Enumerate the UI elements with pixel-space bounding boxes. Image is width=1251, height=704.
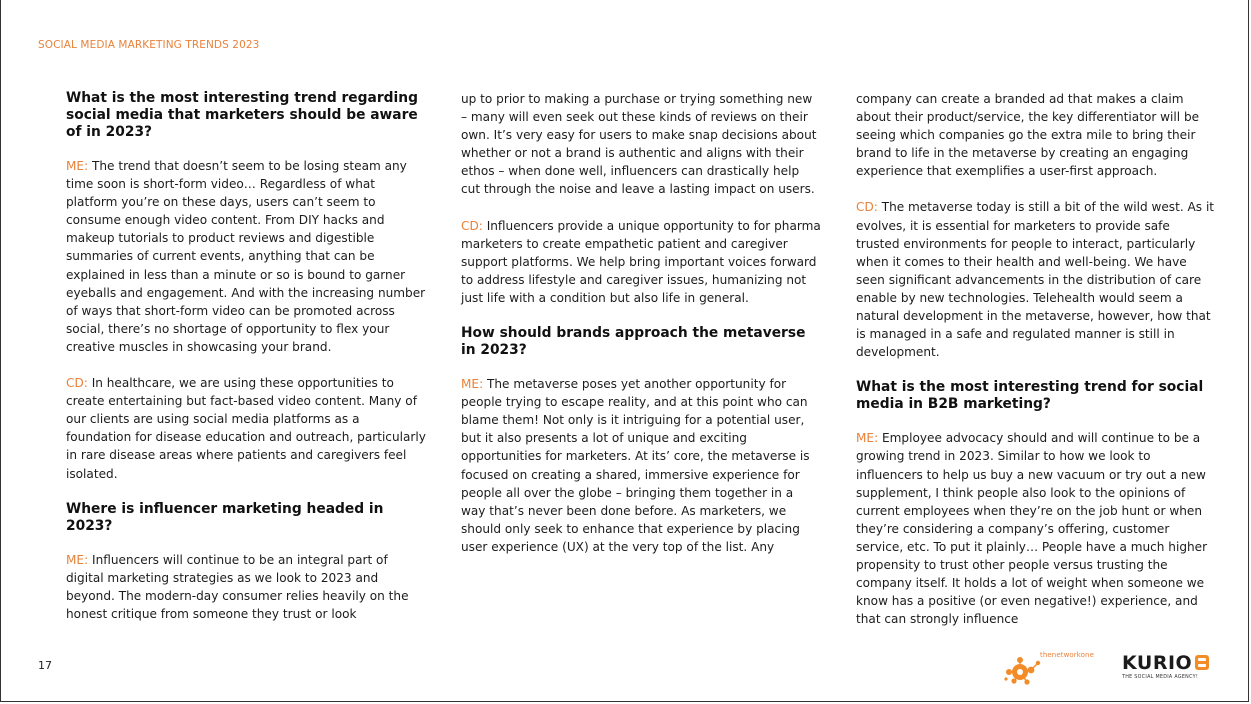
answer-paragraph xyxy=(66,157,426,356)
question-heading: What is the most interesting trend for social media in B2B marketing? xyxy=(856,379,1204,413)
answer-text: The trend that doesn’t seem to be losing steam any time soon is short-form video… Regardless of what platform you’re on these days, users can’t seem to consume enough video content. From DIY hacks and makeup tutorials to product reviews and digestible summaries of current events, anything that can be explained in less than a minute or so is bound to garner eyeballs and engagement. And with the increasing number of ways that short-form video can be promoted across social, there’s no shortage of opportunity to flex your creative muscles in showcasing your brand. xyxy=(66,159,426,354)
kurio-logo-wordmark: KURIO xyxy=(1122,653,1209,673)
answer-text: Employee advocacy should and will continue to be a growing trend in 2023. Similar to how we look to influencers to help us buy a new vacuum or try out a new supplement, I think people also look to the opinions of current employees when they’re on the job hunt or when they’re considering a company’s offering, customer service, etc. To put it plainly… People have a much higher propensity to trust other people versus trusting the company itself. It holds a lot of weight when someone we know has a positive (or even negative!) experience, and that can strongly influence xyxy=(856,431,1208,627)
speaker-label: ME: xyxy=(461,377,484,392)
thenetworkone-logo-text: thenetworkone xyxy=(1040,651,1094,659)
column-2 xyxy=(461,90,821,574)
answer-paragraph xyxy=(461,217,821,307)
question-heading: Where is influencer marketing headed in 2023? xyxy=(66,500,384,534)
speaker-label: ME: xyxy=(66,552,89,567)
answer-text: In healthcare, we are using these opportunities to create entertaining but fact-based video content. Many of our clients are using social media platforms as a foundation for disease education and outreach, particularly in rare disease areas where patients and caregivers feel isolated. xyxy=(66,376,426,481)
answer-text: The metaverse today is still a bit of the wild west. As it evolves, it is essential for marketers to provide safe trusted environments for people to interact, particularly when it comes to their health and well-being. We have seen significant advancements in the distribution of care enable by new technologies. Telehealth would seem a natural development in the metaverse, however, how that is managed in a safe and regulated manner is still in development. xyxy=(856,200,1215,360)
column-1 xyxy=(66,90,426,641)
answer-paragraph xyxy=(856,429,1216,628)
page-header-title: SOCIAL MEDIA MARKETING TRENDS 2023 xyxy=(38,39,260,51)
speaker-label: CD: xyxy=(66,376,88,391)
answer-text: Influencers will continue to be an integral part of digital marketing strategies as we look to 2023 and beyond. The modern-day consumer relies heavily on the honest critique from someone they trust or look xyxy=(66,552,409,621)
kurio-logo-mark-icon xyxy=(1195,655,1209,670)
speaker-label: CD: xyxy=(856,200,878,215)
answer-text: The metaverse poses yet another opportunity for people trying to escape reality, and at this point who can blame them! Not only is it intriguing for a potential user, but it also presents a lot of unique and exciting opportunities for marketers. At its’ core, the metaverse is focused on creating a shared, immersive experience for people all over the globe – bringing them together in a way that’s never been done before. As marketers, we should only seek to enhance that experience by placing user experience (UX) at the very top of the list. Any xyxy=(461,377,810,554)
kurio-logo-tagline: THE SOCIAL MEDIA AGENCY! xyxy=(1122,675,1199,680)
answer-text: Influencers provide a unique opportunity to for pharma marketers to create empathetic patient and caregiver support platforms. We help bring important voices forward to address lifestyle and caregiver issues, humanizing not just life with a condition but also life in general. xyxy=(461,218,821,305)
speaker-label: ME: xyxy=(856,431,879,446)
question-heading: How should brands approach the metaverse in 2023? xyxy=(461,325,806,359)
answer-paragraph xyxy=(66,374,426,483)
answer-paragraph xyxy=(856,198,1216,361)
question-heading: What is the most interesting trend regarding social media that marketers should be aware of in 2023? xyxy=(66,90,418,140)
column-3 xyxy=(856,90,1216,646)
speaker-label: ME: xyxy=(66,159,89,173)
page-number: 17 xyxy=(38,659,52,672)
speaker-label: CD: xyxy=(461,218,483,233)
answer-continuation: company can create a branded ad that makes a claim about their product/service, the key differentiator will be seeing which companies go the extra mile to bring their brand to life in the metaverse by creating an engaging experience that exemplifies a user-first approach. xyxy=(856,92,1200,179)
kurio-logo xyxy=(1122,653,1209,680)
answer-continuation: up to prior to making a purchase or trying something new – many will even seek out these kinds of reviews on their own. It’s very easy for users to make snap decisions about whether or not a brand is authentic and aligns with their ethos – when done well, influencers can drastically help cut through the noise and leave a lasting impact on users. xyxy=(461,92,817,197)
answer-paragraph xyxy=(66,551,426,623)
answer-paragraph xyxy=(461,375,821,556)
